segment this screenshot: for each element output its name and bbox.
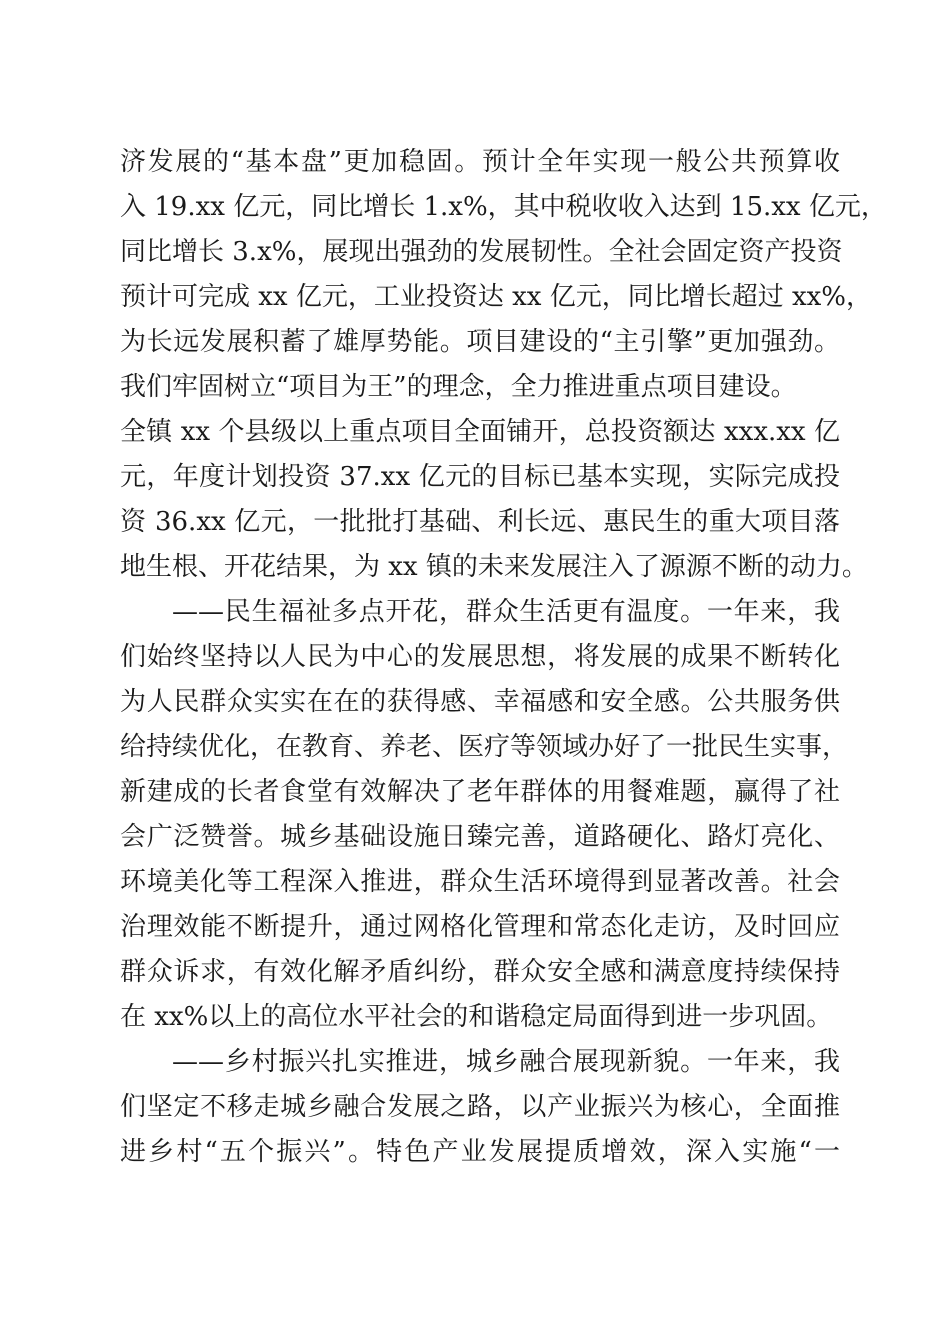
text-line: 为长远发展积蓄了雄厚势能。项目建设的“主引擎”更加强劲。 [120,327,840,357]
paragraph-heading-rural: ——乡村振兴扎实推进，城乡融合展现新貌。一年来，我 [172,1047,840,1077]
text-line: 群众诉求，有效化解矛盾纠纷，群众安全感和满意度持续保持 [120,957,840,987]
text-line: 给持续优化，在教育、养老、医疗等领域办好了一批民生实事， [120,732,849,762]
text-line: 会广泛赞誉。城乡基础设施日臻完善，道路硬化、路灯亮化、 [120,822,840,852]
paragraph-heading-livelihood: ——民生福祉多点开花，群众生活更有温度。一年来，我 [172,597,840,627]
text-line: 环境美化等工程深入推进，群众生活环境得到显著改善。社会 [120,867,840,897]
text-line: 全镇 xx 个县级以上重点项目全面铺开，总投资额达 xxx.xx 亿 [120,417,840,447]
text-line: 在 xx%以上的高位水平社会的和谐稳定局面得到进一步巩固。 [120,1002,833,1032]
text-line: 元，年度计划投资 37.xx 亿元的目标已基本实现，实际完成投 [120,462,840,492]
text-line: 地生根、开花结果，为 xx 镇的未来发展注入了源源不断的动力。 [120,552,868,582]
text-line: 济发展的“基本盘”更加稳固。预计全年实现一般公共预算收 [120,147,840,177]
text-line: 预计可完成 xx 亿元，工业投资达 xx 亿元，同比增长超过 xx%， [120,282,873,312]
text-line: 进乡村“五个振兴”。特色产业发展提质增效，深入实施“一 [120,1137,840,1167]
text-line: 同比增长 3.x%，展现出强劲的发展韧性。全社会固定资产投资 [120,237,843,267]
text-line: 新建成的长者食堂有效解决了老年群体的用餐难题，赢得了社 [120,777,840,807]
text-line: 们始终坚持以人民为中心的发展思想，将发展的成果不断转化 [120,642,840,672]
text-line: 为人民群众实实在在的获得感、幸福感和安全感。公共服务供 [120,687,840,717]
text-line: 资 36.xx 亿元，一批批打基础、利长远、惠民生的重大项目落 [120,507,840,537]
text-line: 我们牢固树立“项目为王”的理念，全力推进重点项目建设。 [120,372,797,402]
text-line: 们坚定不移走城乡融合发展之路，以产业振兴为核心，全面推 [120,1092,840,1122]
text-line: 入 19.xx 亿元，同比增长 1.x%，其中税收收入达到 15.xx 亿元， [120,192,887,222]
text-line: 治理效能不断提升，通过网格化管理和常态化走访，及时回应 [120,912,840,942]
